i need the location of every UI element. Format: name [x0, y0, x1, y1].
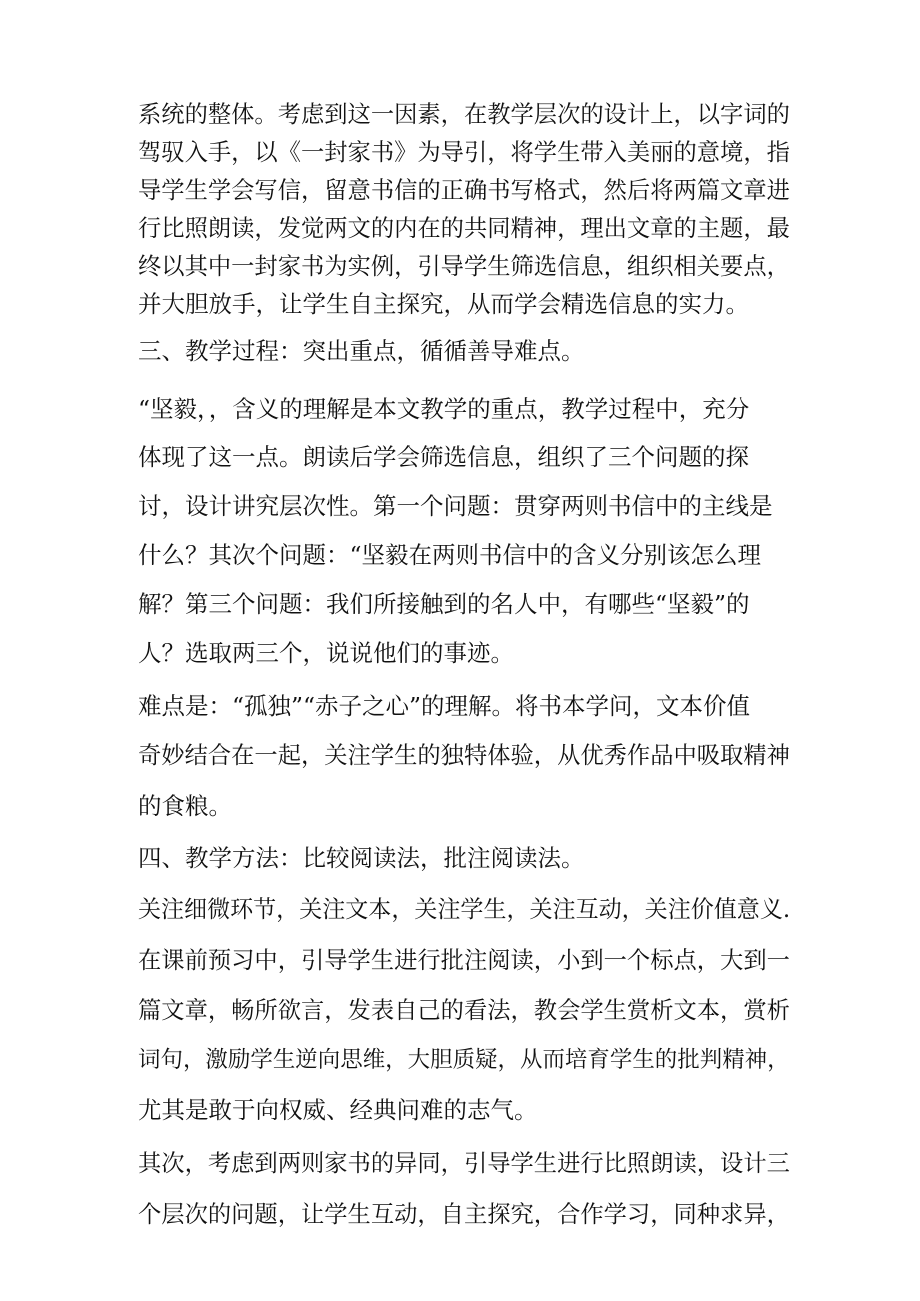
text-line: 难点是：“孤独”“赤子之心”的理解。将书本学问，文本价值	[138, 692, 751, 720]
section-heading: 三、教学过程：突出重点，循循善导难点。	[138, 337, 585, 365]
text-line: 的食粮。	[138, 792, 232, 820]
text-line: 驾驭入手，以《一封家书》为导引，将学生带入美丽的意境，指	[138, 139, 790, 166]
text-line: 篇文章，畅所欲言，发表自己的看法，教会学生赏析文本，赏析	[138, 997, 790, 1024]
text-line: 在课前预习中，引导学生进行批注阅读，小到一个标点，大到一	[138, 947, 790, 974]
text-line: “坚毅，，含义的理解是本文教学的重点，教学过程中，充分	[138, 395, 750, 423]
text-line: 奇妙结合在一起，关注学生的独特体验，从优秀作品中吸取精神	[138, 742, 790, 769]
text-line: 系统的整体。考虑到这一因素，在教学层次的设计上，以字词的	[138, 101, 790, 128]
text-line: 什么？其次个问题：“坚毅在两则书信中的含义分别该怎么理	[138, 541, 762, 569]
text-line: 讨，设计讲究层次性。第一个问题：贯穿两则书信中的主线是	[138, 492, 773, 520]
text-line: 其次，考虑到两则家书的异同，引导学生进行比照朗读，设计三	[138, 1150, 790, 1177]
text-line: 人？选取两三个，说说他们的事迹。	[138, 639, 514, 667]
text-line: 体现了这一点。朗读后学会筛选信息，组织了三个问题的探	[138, 443, 749, 471]
text-line: 解？第三个问题：我们所接触到的名人中，有哪些“坚毅”的	[138, 590, 750, 618]
section-heading: 四、教学方法：比较阅读法，批注阅读法。	[138, 844, 585, 872]
text-line: 关注细微环节，关注文本，关注学生，关注互动，关注价值意义.	[138, 897, 791, 923]
text-line: 导学生学会写信，留意书信的正确书写格式，然后将两篇文章进	[138, 177, 790, 204]
text-line: 并大胆放手，让学生自主探究，从而学会精选信息的实力。	[138, 290, 749, 318]
text-line: 词句，激励学生逆向思维，大胆质疑，从而培育学生的批判精神，	[138, 1047, 790, 1073]
text-line: 行比照朗读，发觉两文的内在的共同精神，理出文章的主题，最	[138, 215, 790, 242]
text-line: 终以其中一封家书为实例，引导学生筛选信息，组织相关要点，	[138, 253, 790, 280]
text-line: 尤其是敢于向权威、经典问难的志气。	[138, 1096, 538, 1124]
text-line: 个层次的问题，让学生互动，自主探究，合作学习，同种求异，	[138, 1201, 790, 1228]
